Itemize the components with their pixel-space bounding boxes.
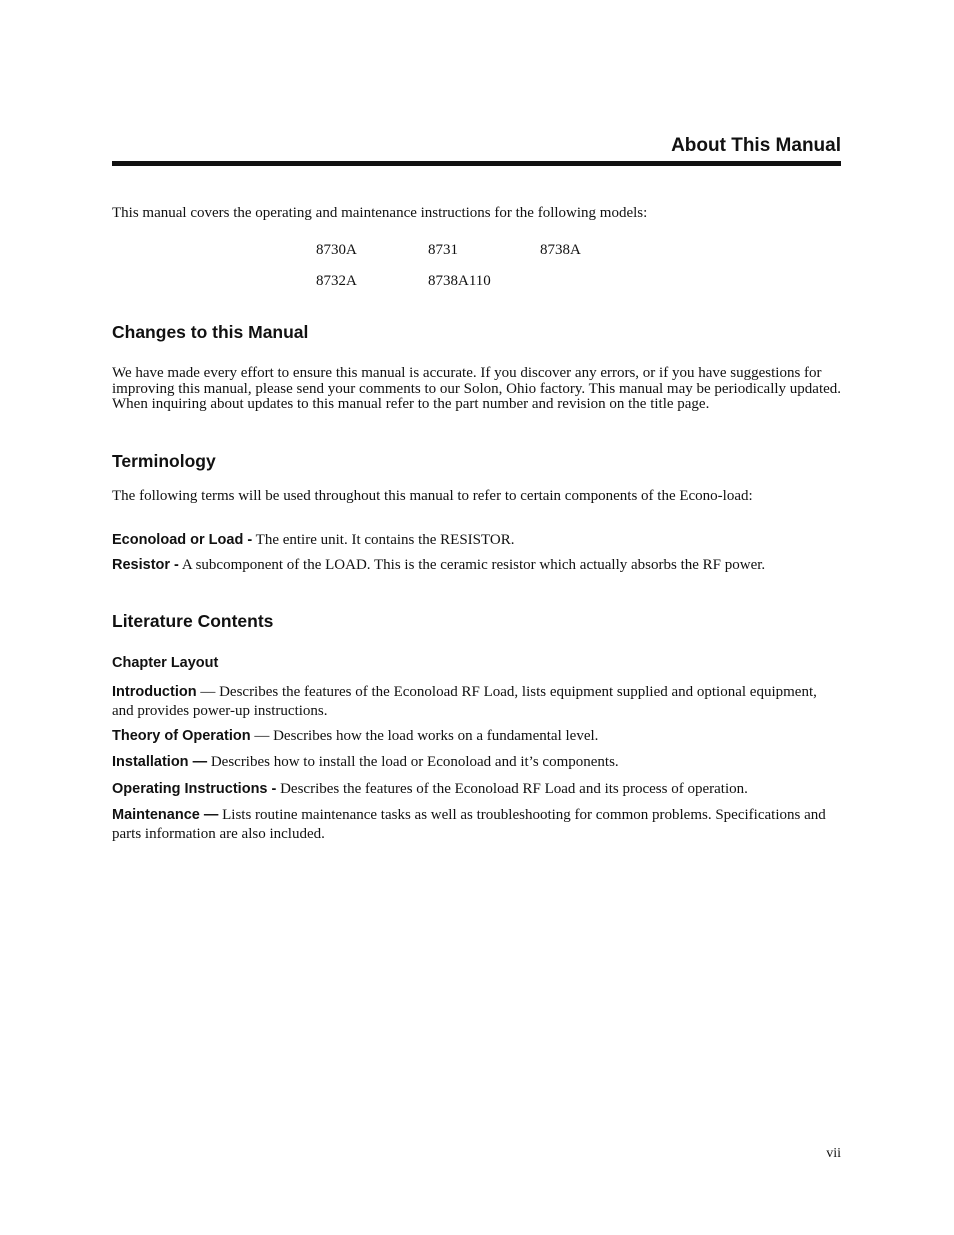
chapter-text: — Describes how the load works on a fundamental level. xyxy=(250,728,599,744)
intro-paragraph: This manual covers the operating and maintenance instructions for the following models: xyxy=(112,205,648,221)
term-definition xyxy=(112,556,842,575)
chapter-text: Describes the features of the Econoload RF Load and its process of operation. xyxy=(276,781,748,797)
chapter-text: Lists routine maintenance tasks as well as troubleshooting for common problems. Specifications and parts information are also included. xyxy=(112,807,826,842)
chapter-entry xyxy=(112,753,842,772)
section-heading-changes: Changes to this Manual xyxy=(112,322,309,342)
terminology-intro: The following terms will be used throughout this manual to refer to certain components of the Econo-load: xyxy=(112,488,753,504)
model-item: 8730A xyxy=(316,242,357,258)
header-rule xyxy=(112,161,841,166)
chapter-label: Operating Instructions - xyxy=(112,781,277,797)
term-definition xyxy=(112,531,842,550)
subheading-chapter-layout: Chapter Layout xyxy=(112,655,219,671)
chapter-title: About This Manual xyxy=(671,135,841,156)
chapter-entry xyxy=(112,683,842,720)
term-label: Econoload or Load - xyxy=(112,532,253,548)
chapter-entry xyxy=(112,806,842,843)
model-item: 8731 xyxy=(428,242,458,258)
model-item: 8732A xyxy=(316,273,357,289)
model-item: 8738A xyxy=(540,242,581,258)
page-number: vii xyxy=(826,1146,841,1161)
term-text: A subcomponent of the LOAD. This is the ceramic resistor which actually absorbs the RF power. xyxy=(178,557,766,573)
chapter-label: Introduction xyxy=(112,684,197,700)
chapter-label: Maintenance — xyxy=(112,807,219,823)
chapter-text: — Describes the features of the Econoload RF Load, lists equipment supplied and optional equipment, and provides power-up instructions. xyxy=(112,684,817,719)
changes-paragraph: We have made every effort to ensure this manual is accurate. If you discover any errors, or if you have suggestions for improving this manual, please send your comments to our Solon, Ohio factory. This manual may be periodically updated. When inquiring about updates to this manual refer to the part number and revision on the title page. xyxy=(112,365,842,412)
term-text: The entire unit. It contains the RESISTOR. xyxy=(252,532,515,548)
chapter-entry xyxy=(112,727,842,746)
section-heading-literature: Literature Contents xyxy=(112,611,274,631)
chapter-text: Describes how to install the load or Econoload and it’s components. xyxy=(207,754,619,770)
model-item: 8738A110 xyxy=(428,273,491,289)
chapter-label: Installation — xyxy=(112,754,208,770)
term-label: Resistor - xyxy=(112,557,179,573)
chapter-label: Theory of Operation xyxy=(112,728,251,744)
section-heading-terminology: Terminology xyxy=(112,451,216,471)
chapter-entry xyxy=(112,780,842,799)
